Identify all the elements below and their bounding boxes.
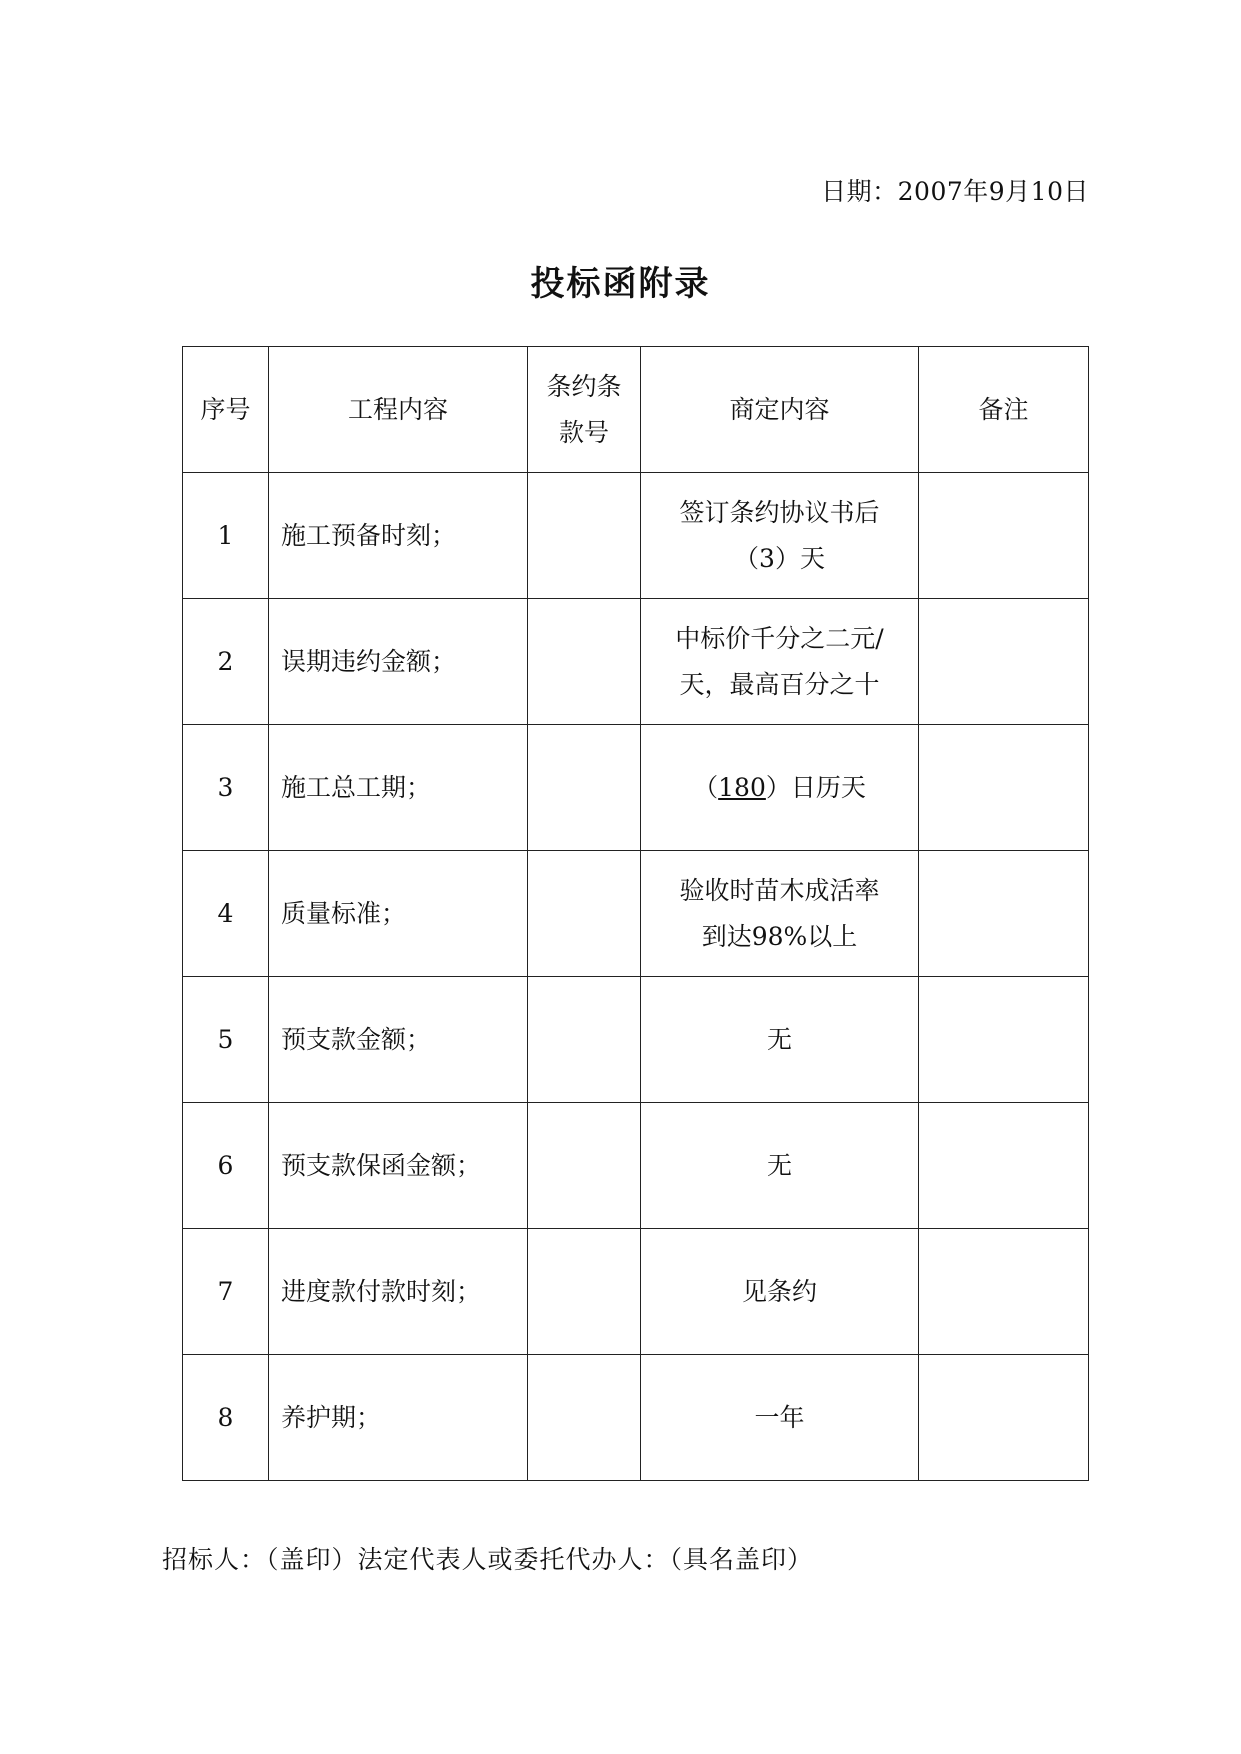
document-title: 投标函附录 <box>530 264 711 304</box>
cell-clause <box>528 725 641 851</box>
cell-seq: 6 <box>183 1103 269 1229</box>
cell-content <box>641 599 919 725</box>
cell-item: 误期违约金额； <box>269 599 528 725</box>
header-content: 商定内容 <box>641 347 919 473</box>
cell-item: 养护期； <box>269 1355 528 1481</box>
cell-content: 无 <box>641 977 919 1103</box>
cell-content-line1: 验收时苗木成活率 <box>679 875 880 905</box>
table-row <box>183 1103 1089 1229</box>
cell-item: 预支款金额； <box>269 977 528 1103</box>
cell-clause <box>528 1355 641 1481</box>
cell-clause <box>528 977 641 1103</box>
header-remark: 备注 <box>919 347 1089 473</box>
cell-item: 进度款付款时刻； <box>269 1229 528 1355</box>
header-clause-line1: 条约条 <box>546 371 622 401</box>
cell-content: 见条约 <box>641 1229 919 1355</box>
cell-seq: 5 <box>183 977 269 1103</box>
cell-content-prefix: （ <box>693 772 719 802</box>
cell-seq: 3 <box>183 725 269 851</box>
document-date: 日期：2007年9月10日 <box>821 177 1089 206</box>
annex-table <box>182 346 1089 1481</box>
cell-content-line2: 到达98%以上 <box>701 921 858 951</box>
cell-remark <box>919 473 1089 599</box>
cell-content: 无 <box>641 1103 919 1229</box>
cell-clause <box>528 1229 641 1355</box>
cell-remark <box>919 977 1089 1103</box>
header-seq: 序号 <box>183 347 269 473</box>
cell-seq: 7 <box>183 1229 269 1355</box>
cell-item: 预支款保函金额； <box>269 1103 528 1229</box>
cell-seq: 8 <box>183 1355 269 1481</box>
table-row <box>183 1355 1089 1481</box>
cell-remark <box>919 1229 1089 1355</box>
table-row <box>183 473 1089 599</box>
cell-clause <box>528 1103 641 1229</box>
cell-content-suffix: ）日历天 <box>765 772 866 802</box>
cell-content: 一年 <box>641 1355 919 1481</box>
cell-remark <box>919 1355 1089 1481</box>
cell-remark <box>919 725 1089 851</box>
cell-content <box>641 725 919 851</box>
cell-seq: 4 <box>183 851 269 977</box>
cell-content-line1: 中标价千分之二元/ <box>675 623 884 653</box>
cell-content-line1: 签订条约协议书后 <box>679 497 880 527</box>
header-clause <box>528 347 641 473</box>
cell-content <box>641 473 919 599</box>
cell-content-line2: （3）天 <box>734 543 825 573</box>
signature-line: 招标人：（盖印）法定代表人或委托代办人：（具名盖印） <box>162 1545 814 1574</box>
cell-item: 施工总工期； <box>269 725 528 851</box>
table-row <box>183 977 1089 1103</box>
cell-content-days: 180 <box>718 772 766 802</box>
cell-content <box>641 851 919 977</box>
cell-seq: 2 <box>183 599 269 725</box>
table-row <box>183 599 1089 725</box>
cell-clause <box>528 851 641 977</box>
cell-clause <box>528 473 641 599</box>
header-item: 工程内容 <box>269 347 528 473</box>
cell-remark <box>919 599 1089 725</box>
cell-remark <box>919 851 1089 977</box>
table-header-row <box>183 347 1089 473</box>
cell-item: 施工预备时刻； <box>269 473 528 599</box>
cell-seq: 1 <box>183 473 269 599</box>
cell-remark <box>919 1103 1089 1229</box>
header-clause-line2: 款号 <box>558 417 609 447</box>
table-row <box>183 725 1089 851</box>
cell-clause <box>528 599 641 725</box>
cell-item: 质量标准； <box>269 851 528 977</box>
table-row <box>183 1229 1089 1355</box>
cell-content-line2: 天，最高百分之十 <box>679 669 880 699</box>
table-row <box>183 851 1089 977</box>
